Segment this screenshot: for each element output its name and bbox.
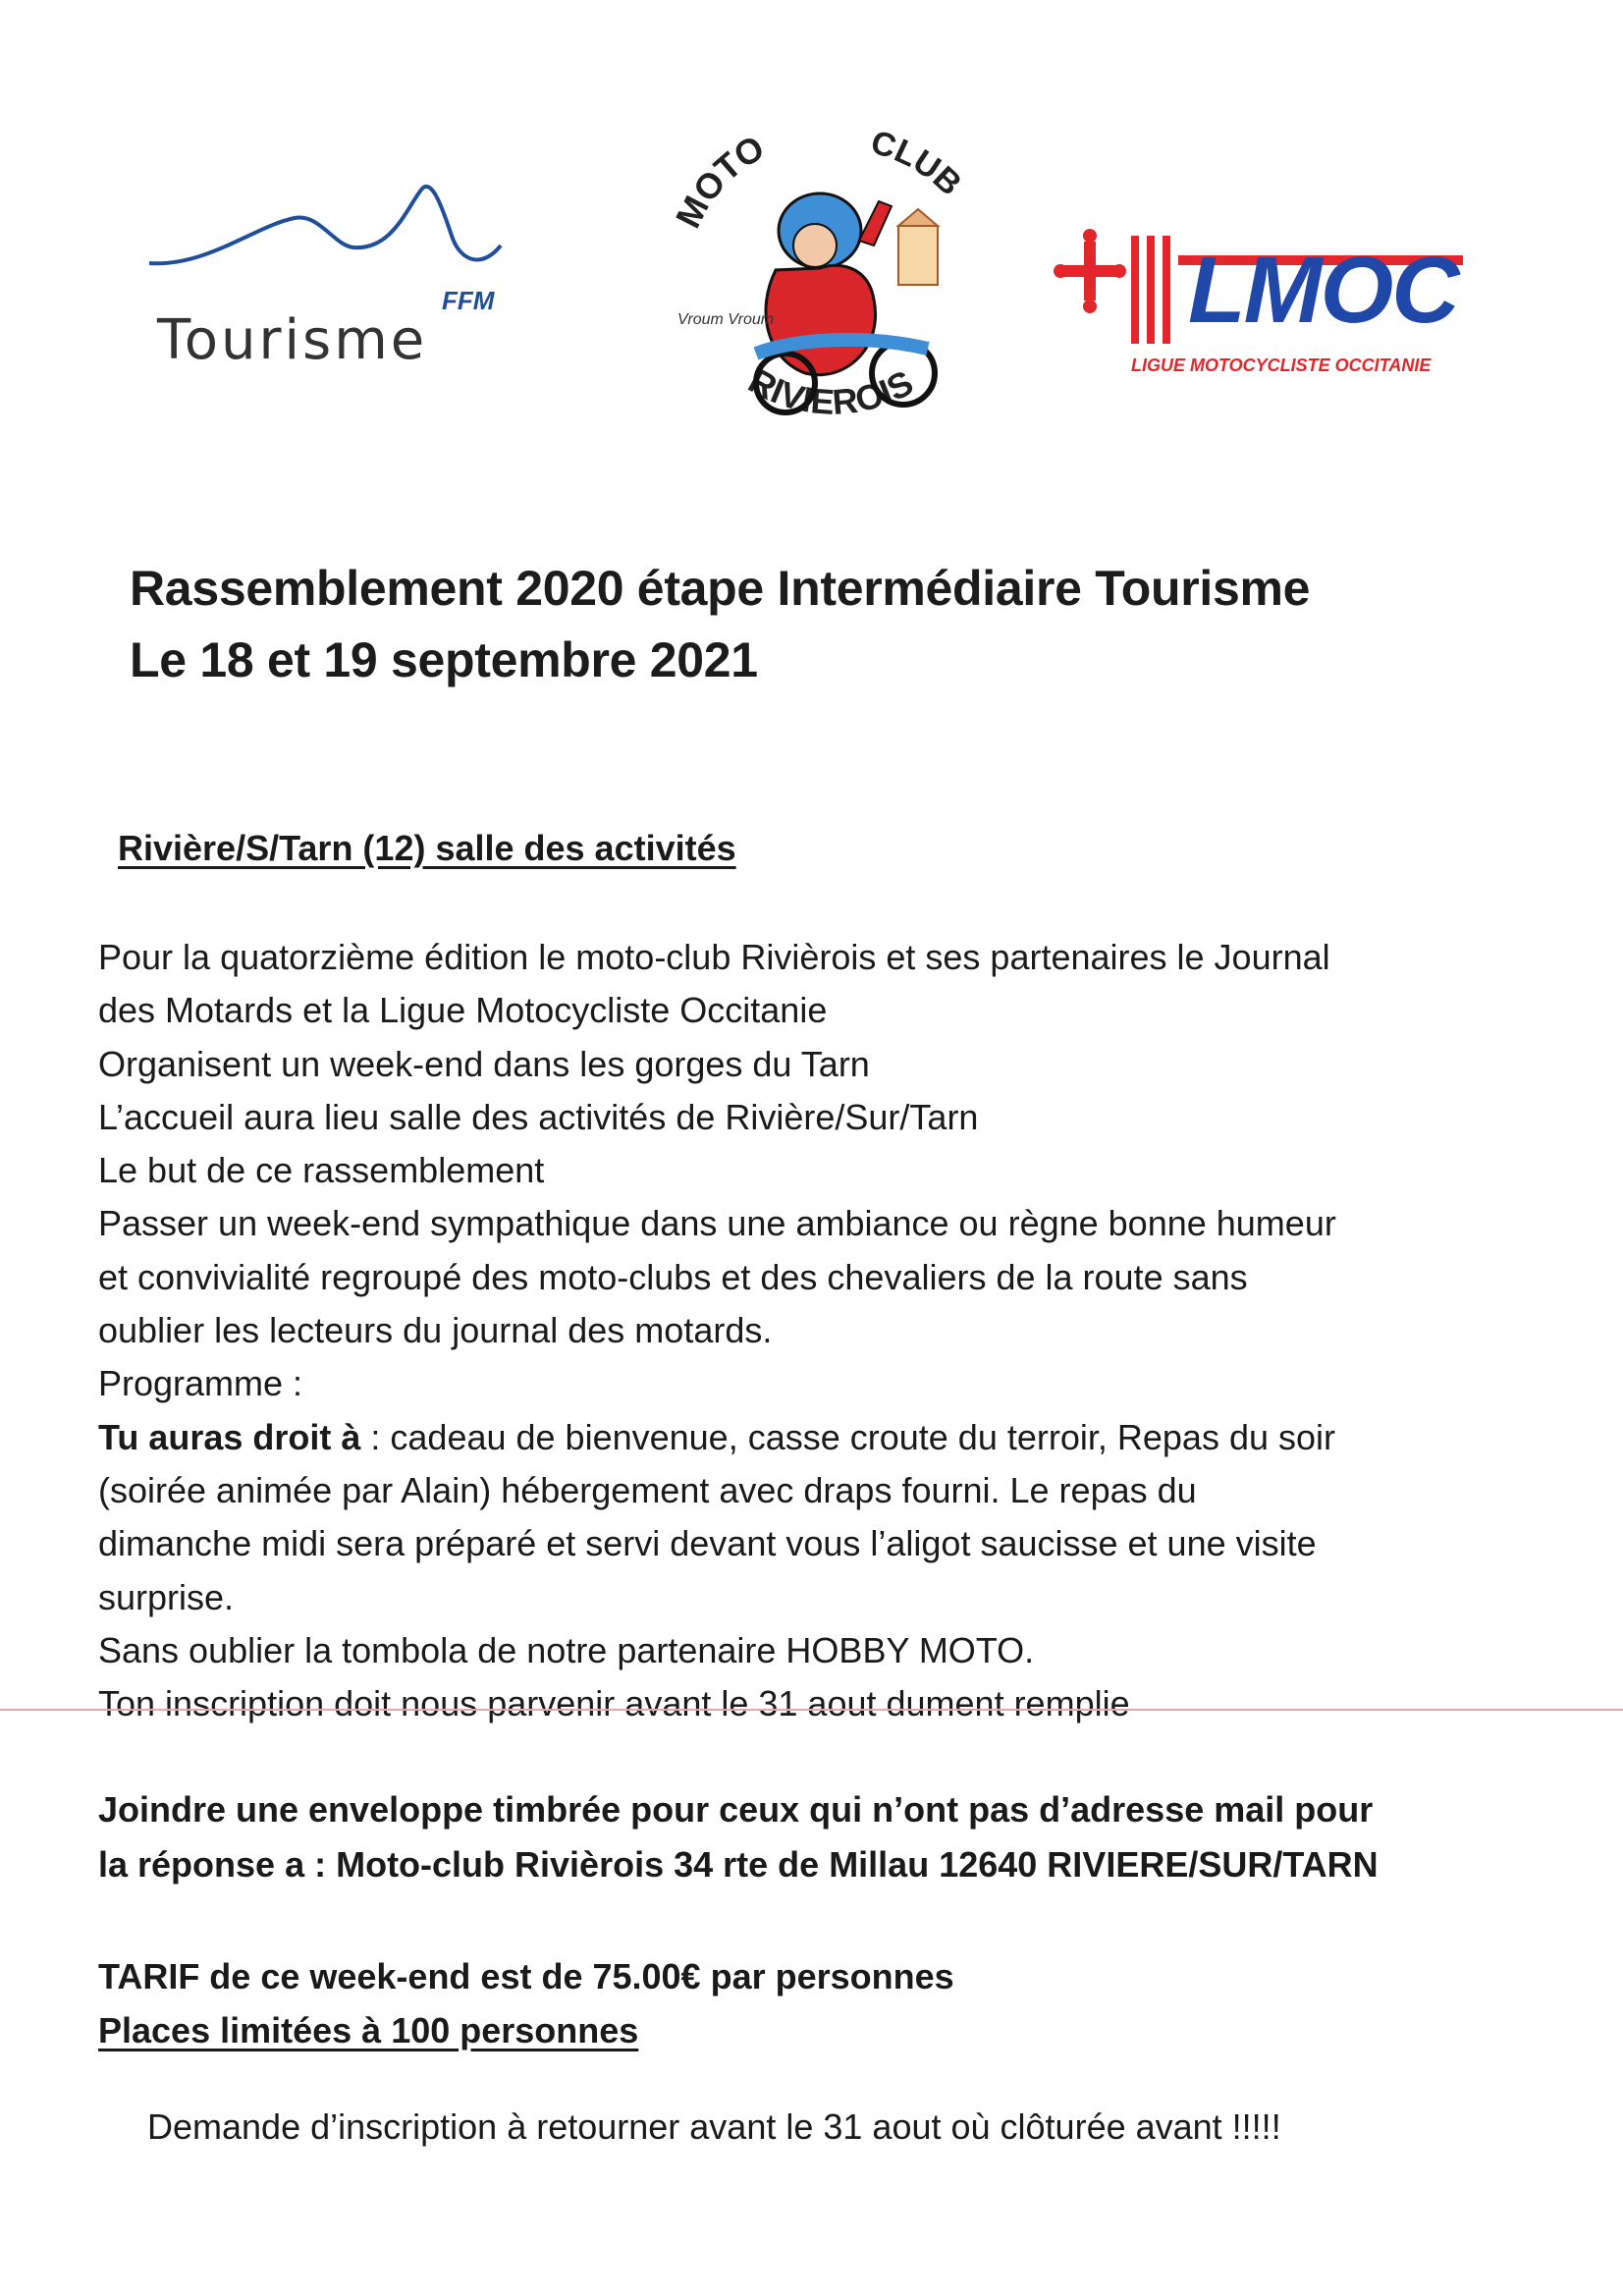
program-label: Tu auras droit à (98, 1416, 361, 1457)
lmoc-logo (1041, 206, 1492, 393)
lmoc-logo-text: LMOC (1188, 238, 1458, 343)
price: TARIF de ce week-end est de 75.00€ par personnes (98, 1956, 954, 1996)
envelope-instructions (98, 1782, 1551, 1892)
document-title: Rassemblement 2020 étape Intermédiaire Tourisme (130, 561, 1311, 616)
body-line: Sans oublier la tombola de notre partenaire HOBBY MOTO. (98, 1629, 1035, 1670)
registration-deadline: Ton inscription doit nous parvenir avant le 31 aout dument remplie (98, 1683, 1130, 1724)
event-location: Rivière/S/Tarn (12) salle des activités (118, 828, 736, 868)
ffm-tourisme-logo (147, 177, 530, 393)
body-line: oublier les lecteurs du journal des motards. (98, 1310, 773, 1351)
capacity-limit: Places limitées à 100 personnes (98, 2010, 639, 2050)
scan-divider-line (0, 1709, 1623, 1711)
body-line: Passer un week-end sympathique dans une ambiance ou règne bonne humeur (98, 1203, 1336, 1244)
moto-club-rivierois-logo (658, 123, 992, 447)
envelope-line: Joindre une enveloppe timbrée pour ceux qui n’ont pas d’adresse mail pour (98, 1789, 1374, 1830)
tourisme-logo-text: Tourisme (157, 308, 428, 372)
body-line: Le but de ce rassemblement (98, 1150, 545, 1191)
road-curve-icon (149, 187, 501, 263)
occitan-cross-icon (1054, 229, 1126, 313)
body-line: Pour la quatorzième édition le moto-club Rivièrois et ses partenaires le Journal (98, 937, 1330, 977)
moto-club-right-text: CLUB (866, 123, 969, 203)
registration-notice: Demande d’inscription à retourner avant le 31 aout où clôturée avant !!!!! (147, 2106, 1281, 2147)
body-line: des Motards et la Ligue Motocycliste Occitanie (98, 990, 828, 1031)
moto-club-bottom-text: RIVIEROIS (741, 359, 920, 423)
body-line: dimanche midi sera préparé et servi devant vous l’aligot saucisse et une visite (98, 1523, 1317, 1564)
program-items: : cadeau de bienvenue, casse croute du terroir, Repas du soir (360, 1416, 1335, 1457)
lmoc-subtitle: LIGUE MOTOCYCLISTE OCCITANIE (1131, 355, 1432, 375)
body-line: surprise. (98, 1576, 235, 1617)
body-line (98, 1411, 1532, 1464)
svg-text:MOTO (668, 127, 771, 234)
body-line: L’accueil aura lieu salle des activités de Rivière/Sur/Tarn (98, 1096, 979, 1137)
return-address: la réponse a : Moto-club Rivièrois 34 rte de Millau 12640 RIVIERE/SUR/TARN (98, 1844, 1379, 1885)
body-line: Organisent un week-end dans les gorges du Tarn (98, 1043, 870, 1084)
pricing-block (98, 1949, 954, 2057)
body-line: et convivialité regroupé des moto-clubs et des chevaliers de la route sans (98, 1256, 1248, 1297)
event-description (98, 931, 1532, 1730)
event-dates: Le 18 et 19 septembre 2021 (130, 632, 758, 687)
vroum-text: Vroum Vroum (677, 311, 775, 328)
program-heading: Programme : (98, 1363, 303, 1404)
svg-text:CLUB (867, 124, 969, 203)
body-line: (soirée animée par Alain) hébergement avec draps fourni. Le repas du (98, 1469, 1197, 1510)
moto-club-top-text: MOTO (667, 127, 772, 235)
tourisme-brand: FFM (442, 286, 495, 315)
